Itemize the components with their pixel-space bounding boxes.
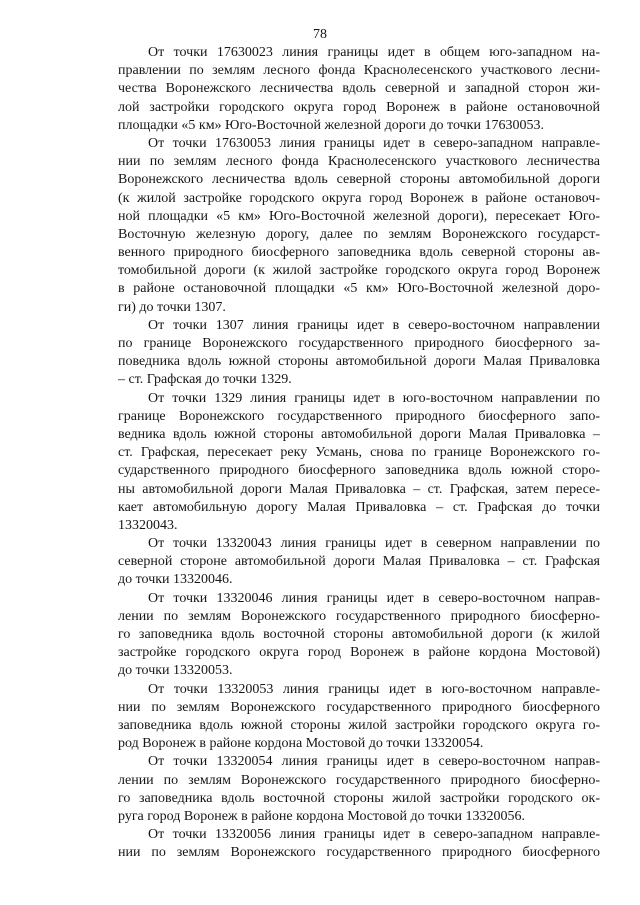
text-line: нии по землям Воронежского государственного природного биосферного xyxy=(118,699,600,715)
text-line: го заповедника вдоль восточной стороны автомобильной дороги (к жилой xyxy=(118,627,600,642)
text-line: – ст. Графская до точки 1329. xyxy=(118,372,292,388)
text-line: От точки 13320046 линия границы идет в северо-восточном направ- xyxy=(148,590,600,606)
text-line: От точки 13320043 линия границы идет в северном направлении по xyxy=(148,536,600,552)
text-line: в районе остановочной площадки «5 км» Юго-Восточной железной доро- xyxy=(118,281,600,297)
text-line: ведника вдоль южной стороны автомобильной дороги Малая Приваловка – xyxy=(118,426,600,442)
paragraph-7 xyxy=(118,681,600,754)
text-line: томобильной дороги (к жилой застройке городского округа город Воронеж xyxy=(118,263,600,279)
paragraph-4 xyxy=(118,390,600,536)
text-line: (к жилой застройке городского округа город Воронеж в районе остановоч- xyxy=(118,190,600,206)
text-line: ны автомобильной дороги Малая Приваловка – ст. Графская, затем пересе- xyxy=(118,481,600,497)
paragraph-6 xyxy=(118,590,600,681)
text-line: венного природного биосферного заповедника вдоль северной стороны ав- xyxy=(118,245,600,261)
text-line: нии по землям лесного фонда Краснолесенского участкового лесничества xyxy=(118,154,600,170)
text-line: 13320043. xyxy=(118,517,178,533)
text-line: лении по землям Воронежского государственного природного биосферно- xyxy=(118,772,600,788)
text-line: ги) до точки 1307. xyxy=(118,299,226,315)
page-number: 78 xyxy=(313,27,327,42)
paragraph-5 xyxy=(118,535,600,590)
text-line: ст. Графская, пересекает реку Усмань, снова по границе Воронежского го- xyxy=(118,445,600,461)
text-line: границе Воронежского государственного природного биосферного запо- xyxy=(118,408,600,424)
text-line: От точки 17630053 линия границы идет в северо-западном направле- xyxy=(148,135,600,151)
text-line: до точки 13320053. xyxy=(118,663,233,679)
text-line: северной стороне автомобильной дороги Малая Приваловка – ст. Графская xyxy=(118,554,600,570)
paragraph-3 xyxy=(118,317,600,390)
text-line: От точки 1329 линия границы идет в юго-восточном направлении по xyxy=(148,390,600,406)
paragraph-2 xyxy=(118,135,600,317)
text-line: сударственного природного биосферного заповедника вдоль южной сторо- xyxy=(118,463,600,479)
text-line: лой застройки городского округа город Воронеж в районе остановочной xyxy=(118,99,600,115)
text-line: го заповедника вдоль восточной стороны жилой застройки городского ок- xyxy=(118,790,600,806)
body-text xyxy=(118,44,600,862)
text-line: площадки «5 км» Юго-Восточной железной дороги до точки 17630053. xyxy=(118,117,544,133)
paragraph-8 xyxy=(118,753,600,826)
text-line: От точки 13320056 линия границы идет в северо-западном направле- xyxy=(148,827,600,843)
text-line: правлении по землям лесного фонда Краснолесенского участкового лесни- xyxy=(118,63,600,79)
text-line: нии по землям Воронежского государственного природного биосферного xyxy=(118,845,600,861)
text-line: кает автомобильную дорогу Малая Приваловка – ст. Графская до точки xyxy=(118,499,600,515)
text-line: От точки 13320054 линия границы идет в северо-восточном направ- xyxy=(148,754,600,770)
paragraph-9 xyxy=(118,826,600,862)
text-line: От точки 17630023 линия границы идет в общем юго-западном на- xyxy=(148,45,600,60)
text-line: по границе Воронежского государственного природного биосферного за- xyxy=(118,336,600,351)
text-line: чества Воронежского лесничества вдоль северной и западной сторон жи- xyxy=(118,81,600,97)
text-line: руга город Воронеж в районе кордона Мостовой до точки 13320056. xyxy=(118,808,525,824)
text-line: заповедника вдоль южной стороны жилой застройки городского округа го- xyxy=(118,717,600,733)
text-line: застройке городского округа город Воронеж в районе кордона Мостовой) xyxy=(118,645,600,661)
text-line: Воронежского лесничества вдоль северной стороны автомобильной дороги xyxy=(118,172,600,188)
text-line: От точки 13320053 линия границы идет в юго-восточном направле- xyxy=(148,681,600,697)
paragraph-1 xyxy=(118,44,600,135)
text-line: ной площадки «5 км» Юго-Восточной железной дороги), пересекает Юго- xyxy=(118,208,600,224)
text-line: до точки 13320046. xyxy=(118,572,233,588)
text-line: род Воронеж в районе кордона Мостовой до точки 13320054. xyxy=(118,736,484,752)
text-line: лении по землям Воронежского государственного природного биосферно- xyxy=(118,608,600,624)
text-line: поведника вдоль южной стороны автомобильной дороги Малая Приваловка xyxy=(118,354,600,370)
text-line: Восточную железную дорогу, далее по землям Воронежского государст- xyxy=(118,226,600,242)
text-line: От точки 1307 линия границы идет в северо-восточном направлении xyxy=(148,317,600,333)
